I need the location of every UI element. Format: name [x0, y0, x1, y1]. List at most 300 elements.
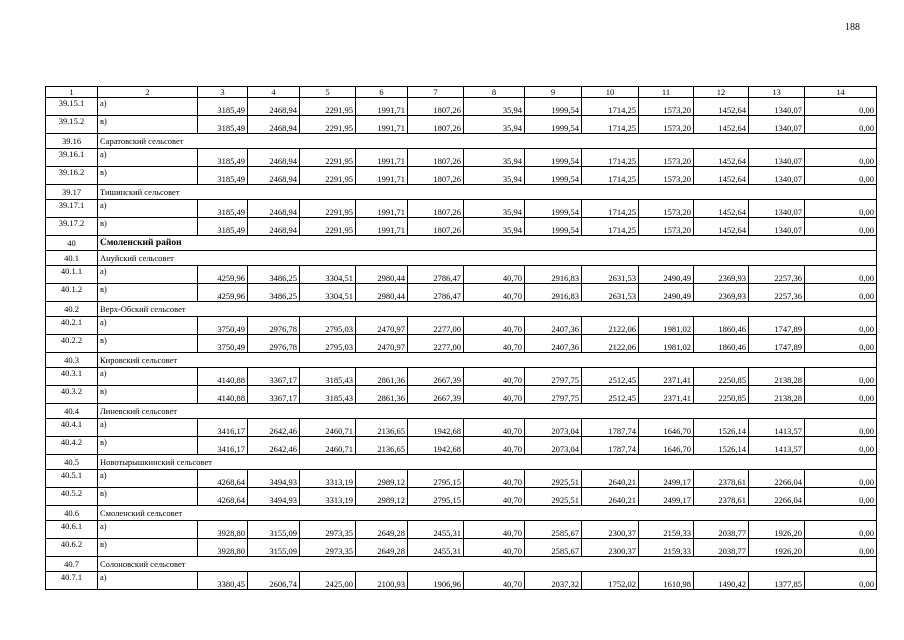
value-cell: 2795,03	[300, 317, 356, 335]
row-code: 40.3.2	[46, 386, 98, 404]
value-cell: 2037,32	[525, 572, 582, 590]
value-cell: 35,94	[464, 167, 525, 185]
value-cell: 2073,04	[525, 419, 582, 437]
value-cell: 2136,65	[356, 419, 408, 437]
table-row	[46, 317, 877, 335]
value-cell: 2460,71	[300, 437, 356, 455]
value-cell: 2291,95	[300, 167, 356, 185]
value-cell: 2989,12	[356, 470, 408, 488]
value-cell: 3416,17	[198, 437, 248, 455]
value-cell: 3185,49	[198, 200, 248, 218]
value-cell: 40,70	[464, 572, 525, 590]
value-cell: 0,00	[805, 368, 877, 386]
value-cell: 2640,21	[582, 488, 639, 506]
row-code: 40.6.2	[46, 539, 98, 557]
row-label: а)	[98, 317, 198, 335]
row-code: 40.2.1	[46, 317, 98, 335]
value-cell: 3928,80	[198, 521, 248, 539]
table-row	[46, 470, 877, 488]
value-cell: 2277,00	[408, 335, 464, 353]
tariff-table	[45, 86, 877, 590]
value-cell: 3486,25	[248, 284, 300, 302]
value-cell: 0,00	[805, 572, 877, 590]
row-label: Линевский сельсовет	[98, 404, 877, 419]
value-cell: 1807,26	[408, 149, 464, 167]
value-cell: 1452,64	[694, 167, 749, 185]
value-cell: 40,70	[464, 437, 525, 455]
value-cell: 1714,25	[582, 200, 639, 218]
value-cell: 1646,70	[639, 419, 694, 437]
value-cell: 35,94	[464, 149, 525, 167]
value-cell: 2291,95	[300, 98, 356, 116]
value-cell: 2980,44	[356, 266, 408, 284]
value-cell: 2667,39	[408, 386, 464, 404]
value-cell: 1999,54	[525, 218, 582, 236]
value-cell: 1747,89	[749, 317, 805, 335]
value-cell: 1981,02	[639, 335, 694, 353]
value-cell: 1807,26	[408, 98, 464, 116]
value-cell: 3367,17	[248, 368, 300, 386]
value-cell: 1573,20	[639, 200, 694, 218]
value-cell: 1999,54	[525, 149, 582, 167]
value-cell: 3486,25	[248, 266, 300, 284]
value-cell: 1752,02	[582, 572, 639, 590]
value-cell: 2642,46	[248, 437, 300, 455]
value-cell: 2973,35	[300, 521, 356, 539]
row-label: а)	[98, 521, 198, 539]
table-row	[46, 200, 877, 218]
table-row	[46, 572, 877, 590]
column-header: 11	[639, 87, 694, 98]
value-cell: 2499,17	[639, 488, 694, 506]
header-row	[46, 87, 877, 98]
row-label: Верх-Обский сельсовет	[98, 302, 877, 317]
value-cell: 2861,36	[356, 368, 408, 386]
value-cell: 35,94	[464, 200, 525, 218]
value-cell: 1991,71	[356, 116, 408, 134]
value-cell: 4140,88	[198, 386, 248, 404]
value-cell: 1340,07	[749, 167, 805, 185]
row-label: Смоленский сельсовет	[98, 506, 877, 521]
row-label: Кировский сельсовет	[98, 353, 877, 368]
value-cell: 1999,54	[525, 167, 582, 185]
value-cell: 2073,04	[525, 437, 582, 455]
value-cell: 1610,98	[639, 572, 694, 590]
row-code: 40.6.1	[46, 521, 98, 539]
value-cell: 2122,06	[582, 335, 639, 353]
value-cell: 1991,71	[356, 200, 408, 218]
value-cell: 3185,43	[300, 386, 356, 404]
value-cell: 2795,15	[408, 470, 464, 488]
value-cell: 1991,71	[356, 167, 408, 185]
value-cell: 4268,64	[198, 488, 248, 506]
row-label: а)	[98, 368, 198, 386]
group-row	[46, 353, 877, 368]
value-cell: 1573,20	[639, 167, 694, 185]
row-code: 40.1	[46, 251, 98, 266]
row-code: 40	[46, 236, 98, 251]
value-cell: 2250,85	[694, 368, 749, 386]
value-cell: 4140,88	[198, 368, 248, 386]
value-cell: 2649,28	[356, 539, 408, 557]
row-label: Новотырышкинский сельсовет	[98, 455, 877, 470]
value-cell: 1714,25	[582, 167, 639, 185]
row-code: 40.1.2	[46, 284, 98, 302]
value-cell: 1714,25	[582, 116, 639, 134]
value-cell: 0,00	[805, 521, 877, 539]
column-header: 6	[356, 87, 408, 98]
value-cell: 2291,95	[300, 200, 356, 218]
value-cell: 1573,20	[639, 98, 694, 116]
value-cell: 3185,49	[198, 149, 248, 167]
value-cell: 3313,19	[300, 470, 356, 488]
value-cell: 2407,36	[525, 335, 582, 353]
value-cell: 2468,94	[248, 218, 300, 236]
value-cell: 2976,78	[248, 335, 300, 353]
row-label: а)	[98, 572, 198, 590]
value-cell: 2300,37	[582, 521, 639, 539]
value-cell: 0,00	[805, 266, 877, 284]
row-label: а)	[98, 98, 198, 116]
value-cell: 0,00	[805, 98, 877, 116]
value-cell: 1991,71	[356, 149, 408, 167]
value-cell: 4259,96	[198, 284, 248, 302]
column-header: 14	[805, 87, 877, 98]
table-row	[46, 488, 877, 506]
value-cell: 2038,77	[694, 521, 749, 539]
row-label: а)	[98, 470, 198, 488]
value-cell: 3494,93	[248, 488, 300, 506]
column-header: 3	[198, 87, 248, 98]
column-header: 10	[582, 87, 639, 98]
value-cell: 1714,25	[582, 98, 639, 116]
value-cell: 1787,74	[582, 437, 639, 455]
row-code: 40.5	[46, 455, 98, 470]
column-header: 1	[46, 87, 98, 98]
value-cell: 2100,93	[356, 572, 408, 590]
row-code: 39.15.1	[46, 98, 98, 116]
value-cell: 1981,02	[639, 317, 694, 335]
value-cell: 2667,39	[408, 368, 464, 386]
column-header: 5	[300, 87, 356, 98]
value-cell: 2989,12	[356, 488, 408, 506]
value-cell: 35,94	[464, 218, 525, 236]
value-cell: 1860,46	[694, 317, 749, 335]
column-header: 7	[408, 87, 464, 98]
value-cell: 1807,26	[408, 116, 464, 134]
value-cell: 3185,49	[198, 218, 248, 236]
value-cell: 1573,20	[639, 149, 694, 167]
value-cell: 1714,25	[582, 218, 639, 236]
row-label: в)	[98, 539, 198, 557]
value-cell: 1452,64	[694, 116, 749, 134]
value-cell: 1787,74	[582, 419, 639, 437]
value-cell: 2460,71	[300, 419, 356, 437]
column-header: 4	[248, 87, 300, 98]
value-cell: 2250,85	[694, 386, 749, 404]
value-cell: 3185,49	[198, 98, 248, 116]
value-cell: 2371,41	[639, 386, 694, 404]
value-cell: 1942,68	[408, 419, 464, 437]
value-cell: 0,00	[805, 470, 877, 488]
value-cell: 3304,51	[300, 266, 356, 284]
value-cell: 0,00	[805, 437, 877, 455]
value-cell: 40,70	[464, 386, 525, 404]
value-cell: 0,00	[805, 488, 877, 506]
value-cell: 2378,61	[694, 488, 749, 506]
row-code: 40.4.2	[46, 437, 98, 455]
row-label: Саратовский сельсовет	[98, 134, 877, 149]
value-cell: 40,70	[464, 368, 525, 386]
row-label: а)	[98, 266, 198, 284]
value-cell: 0,00	[805, 149, 877, 167]
value-cell: 2631,53	[582, 284, 639, 302]
value-cell: 2136,65	[356, 437, 408, 455]
value-cell: 2138,28	[749, 368, 805, 386]
value-cell: 2122,06	[582, 317, 639, 335]
row-label: в)	[98, 167, 198, 185]
row-label: Смоленский район	[98, 236, 877, 251]
row-code: 39.17.2	[46, 218, 98, 236]
value-cell: 2277,00	[408, 317, 464, 335]
row-code: 40.4	[46, 404, 98, 419]
row-code: 40.5.2	[46, 488, 98, 506]
value-cell: 0,00	[805, 419, 877, 437]
row-code: 40.3	[46, 353, 98, 368]
value-cell: 2291,95	[300, 116, 356, 134]
value-cell: 0,00	[805, 116, 877, 134]
value-cell: 1452,64	[694, 200, 749, 218]
row-code: 40.2	[46, 302, 98, 317]
group-row	[46, 455, 877, 470]
value-cell: 2266,04	[749, 488, 805, 506]
value-cell: 0,00	[805, 218, 877, 236]
row-code: 40.4.1	[46, 419, 98, 437]
value-cell: 1999,54	[525, 200, 582, 218]
value-cell: 1526,14	[694, 419, 749, 437]
row-label: в)	[98, 116, 198, 134]
value-cell: 1942,68	[408, 437, 464, 455]
value-cell: 2470,97	[356, 335, 408, 353]
table-row	[46, 521, 877, 539]
value-cell: 40,70	[464, 470, 525, 488]
value-cell: 3928,80	[198, 539, 248, 557]
value-cell: 2425,00	[300, 572, 356, 590]
value-cell: 2038,77	[694, 539, 749, 557]
value-cell: 3155,09	[248, 539, 300, 557]
row-code: 40.2.2	[46, 335, 98, 353]
row-label: а)	[98, 200, 198, 218]
table-row	[46, 116, 877, 134]
value-cell: 2291,95	[300, 218, 356, 236]
row-label: в)	[98, 437, 198, 455]
table-row	[46, 218, 877, 236]
group-row	[46, 506, 877, 521]
value-cell: 2369,93	[694, 284, 749, 302]
value-cell: 2640,21	[582, 470, 639, 488]
table-row	[46, 386, 877, 404]
value-cell: 3750,49	[198, 317, 248, 335]
value-cell: 2797,75	[525, 368, 582, 386]
table-row	[46, 368, 877, 386]
value-cell: 4268,64	[198, 470, 248, 488]
value-cell: 1573,20	[639, 218, 694, 236]
value-cell: 2606,74	[248, 572, 300, 590]
value-cell: 1452,64	[694, 98, 749, 116]
value-cell: 40,70	[464, 488, 525, 506]
group-row	[46, 185, 877, 200]
value-cell: 2468,94	[248, 98, 300, 116]
value-cell: 2257,36	[749, 266, 805, 284]
value-cell: 40,70	[464, 284, 525, 302]
row-label: в)	[98, 386, 198, 404]
value-cell: 1906,96	[408, 572, 464, 590]
value-cell: 0,00	[805, 200, 877, 218]
value-cell: 2266,04	[749, 470, 805, 488]
value-cell: 40,70	[464, 266, 525, 284]
value-cell: 2378,61	[694, 470, 749, 488]
row-code: 40.6	[46, 506, 98, 521]
value-cell: 3750,49	[198, 335, 248, 353]
column-header: 13	[749, 87, 805, 98]
value-cell: 1807,26	[408, 167, 464, 185]
value-cell: 2795,03	[300, 335, 356, 353]
value-cell: 3367,17	[248, 386, 300, 404]
value-cell: 40,70	[464, 317, 525, 335]
group-row	[46, 557, 877, 572]
value-cell: 0,00	[805, 335, 877, 353]
value-cell: 2300,37	[582, 539, 639, 557]
value-cell: 1999,54	[525, 116, 582, 134]
table-row	[46, 419, 877, 437]
value-cell: 0,00	[805, 317, 877, 335]
value-cell: 1413,57	[749, 437, 805, 455]
group-row	[46, 404, 877, 419]
value-cell: 3313,19	[300, 488, 356, 506]
value-cell: 3185,43	[300, 368, 356, 386]
value-cell: 1413,57	[749, 419, 805, 437]
row-code: 40.7	[46, 557, 98, 572]
row-code: 40.3.1	[46, 368, 98, 386]
table-row	[46, 539, 877, 557]
value-cell: 1490,42	[694, 572, 749, 590]
value-cell: 1860,46	[694, 335, 749, 353]
value-cell: 1340,07	[749, 149, 805, 167]
row-label: Тишинский сельсовет	[98, 185, 877, 200]
value-cell: 3185,49	[198, 167, 248, 185]
value-cell: 2925,51	[525, 488, 582, 506]
value-cell: 1807,26	[408, 218, 464, 236]
value-cell: 2649,28	[356, 521, 408, 539]
value-cell: 1646,70	[639, 437, 694, 455]
column-header: 2	[98, 87, 198, 98]
table-row	[46, 335, 877, 353]
row-code: 39.15.2	[46, 116, 98, 134]
value-cell: 2499,17	[639, 470, 694, 488]
value-cell: 0,00	[805, 539, 877, 557]
value-cell: 2371,41	[639, 368, 694, 386]
value-cell: 40,70	[464, 539, 525, 557]
value-cell: 1340,07	[749, 218, 805, 236]
value-cell: 2159,33	[639, 521, 694, 539]
value-cell: 1452,64	[694, 149, 749, 167]
value-cell: 1526,14	[694, 437, 749, 455]
row-code: 39.16	[46, 134, 98, 149]
value-cell: 2642,46	[248, 419, 300, 437]
value-cell: 3416,17	[198, 419, 248, 437]
row-code: 39.17.1	[46, 200, 98, 218]
value-cell: 35,94	[464, 98, 525, 116]
value-cell: 2797,75	[525, 386, 582, 404]
column-header: 12	[694, 87, 749, 98]
value-cell: 2468,94	[248, 149, 300, 167]
value-cell: 2512,45	[582, 368, 639, 386]
value-cell: 1340,07	[749, 98, 805, 116]
row-label: в)	[98, 218, 198, 236]
page-number: 188	[845, 22, 860, 33]
table-row	[46, 149, 877, 167]
value-cell: 2512,45	[582, 386, 639, 404]
table-row	[46, 98, 877, 116]
value-cell: 2980,44	[356, 284, 408, 302]
value-cell: 2291,95	[300, 149, 356, 167]
value-cell: 40,70	[464, 521, 525, 539]
value-cell: 3380,45	[198, 572, 248, 590]
value-cell: 2159,33	[639, 539, 694, 557]
value-cell: 0,00	[805, 386, 877, 404]
table-row	[46, 266, 877, 284]
value-cell: 1926,20	[749, 521, 805, 539]
value-cell: 2490,49	[639, 266, 694, 284]
value-cell: 2407,36	[525, 317, 582, 335]
value-cell: 2916,83	[525, 266, 582, 284]
value-cell: 2631,53	[582, 266, 639, 284]
row-label: а)	[98, 419, 198, 437]
value-cell: 3155,09	[248, 521, 300, 539]
value-cell: 3494,93	[248, 470, 300, 488]
value-cell: 2925,51	[525, 470, 582, 488]
row-code: 39.16.2	[46, 167, 98, 185]
value-cell: 2786,47	[408, 266, 464, 284]
row-label: в)	[98, 488, 198, 506]
value-cell: 1340,07	[749, 200, 805, 218]
row-label: Ануйский сельсовет	[98, 251, 877, 266]
value-cell: 2585,67	[525, 521, 582, 539]
row-label: Солоновский сельсовет	[98, 557, 877, 572]
value-cell: 2257,36	[749, 284, 805, 302]
value-cell: 1926,20	[749, 539, 805, 557]
row-label: в)	[98, 284, 198, 302]
value-cell: 3304,51	[300, 284, 356, 302]
value-cell: 2468,94	[248, 167, 300, 185]
table-row	[46, 437, 877, 455]
value-cell: 1573,20	[639, 116, 694, 134]
value-cell: 0,00	[805, 167, 877, 185]
value-cell: 4259,96	[198, 266, 248, 284]
value-cell: 1452,64	[694, 218, 749, 236]
row-code: 40.5.1	[46, 470, 98, 488]
value-cell: 2916,83	[525, 284, 582, 302]
value-cell: 35,94	[464, 116, 525, 134]
row-label: а)	[98, 149, 198, 167]
row-code: 40.1.1	[46, 266, 98, 284]
value-cell: 1714,25	[582, 149, 639, 167]
value-cell: 2861,36	[356, 386, 408, 404]
row-code: 39.16.1	[46, 149, 98, 167]
value-cell: 1340,07	[749, 116, 805, 134]
value-cell: 2455,31	[408, 539, 464, 557]
value-cell: 1377,85	[749, 572, 805, 590]
